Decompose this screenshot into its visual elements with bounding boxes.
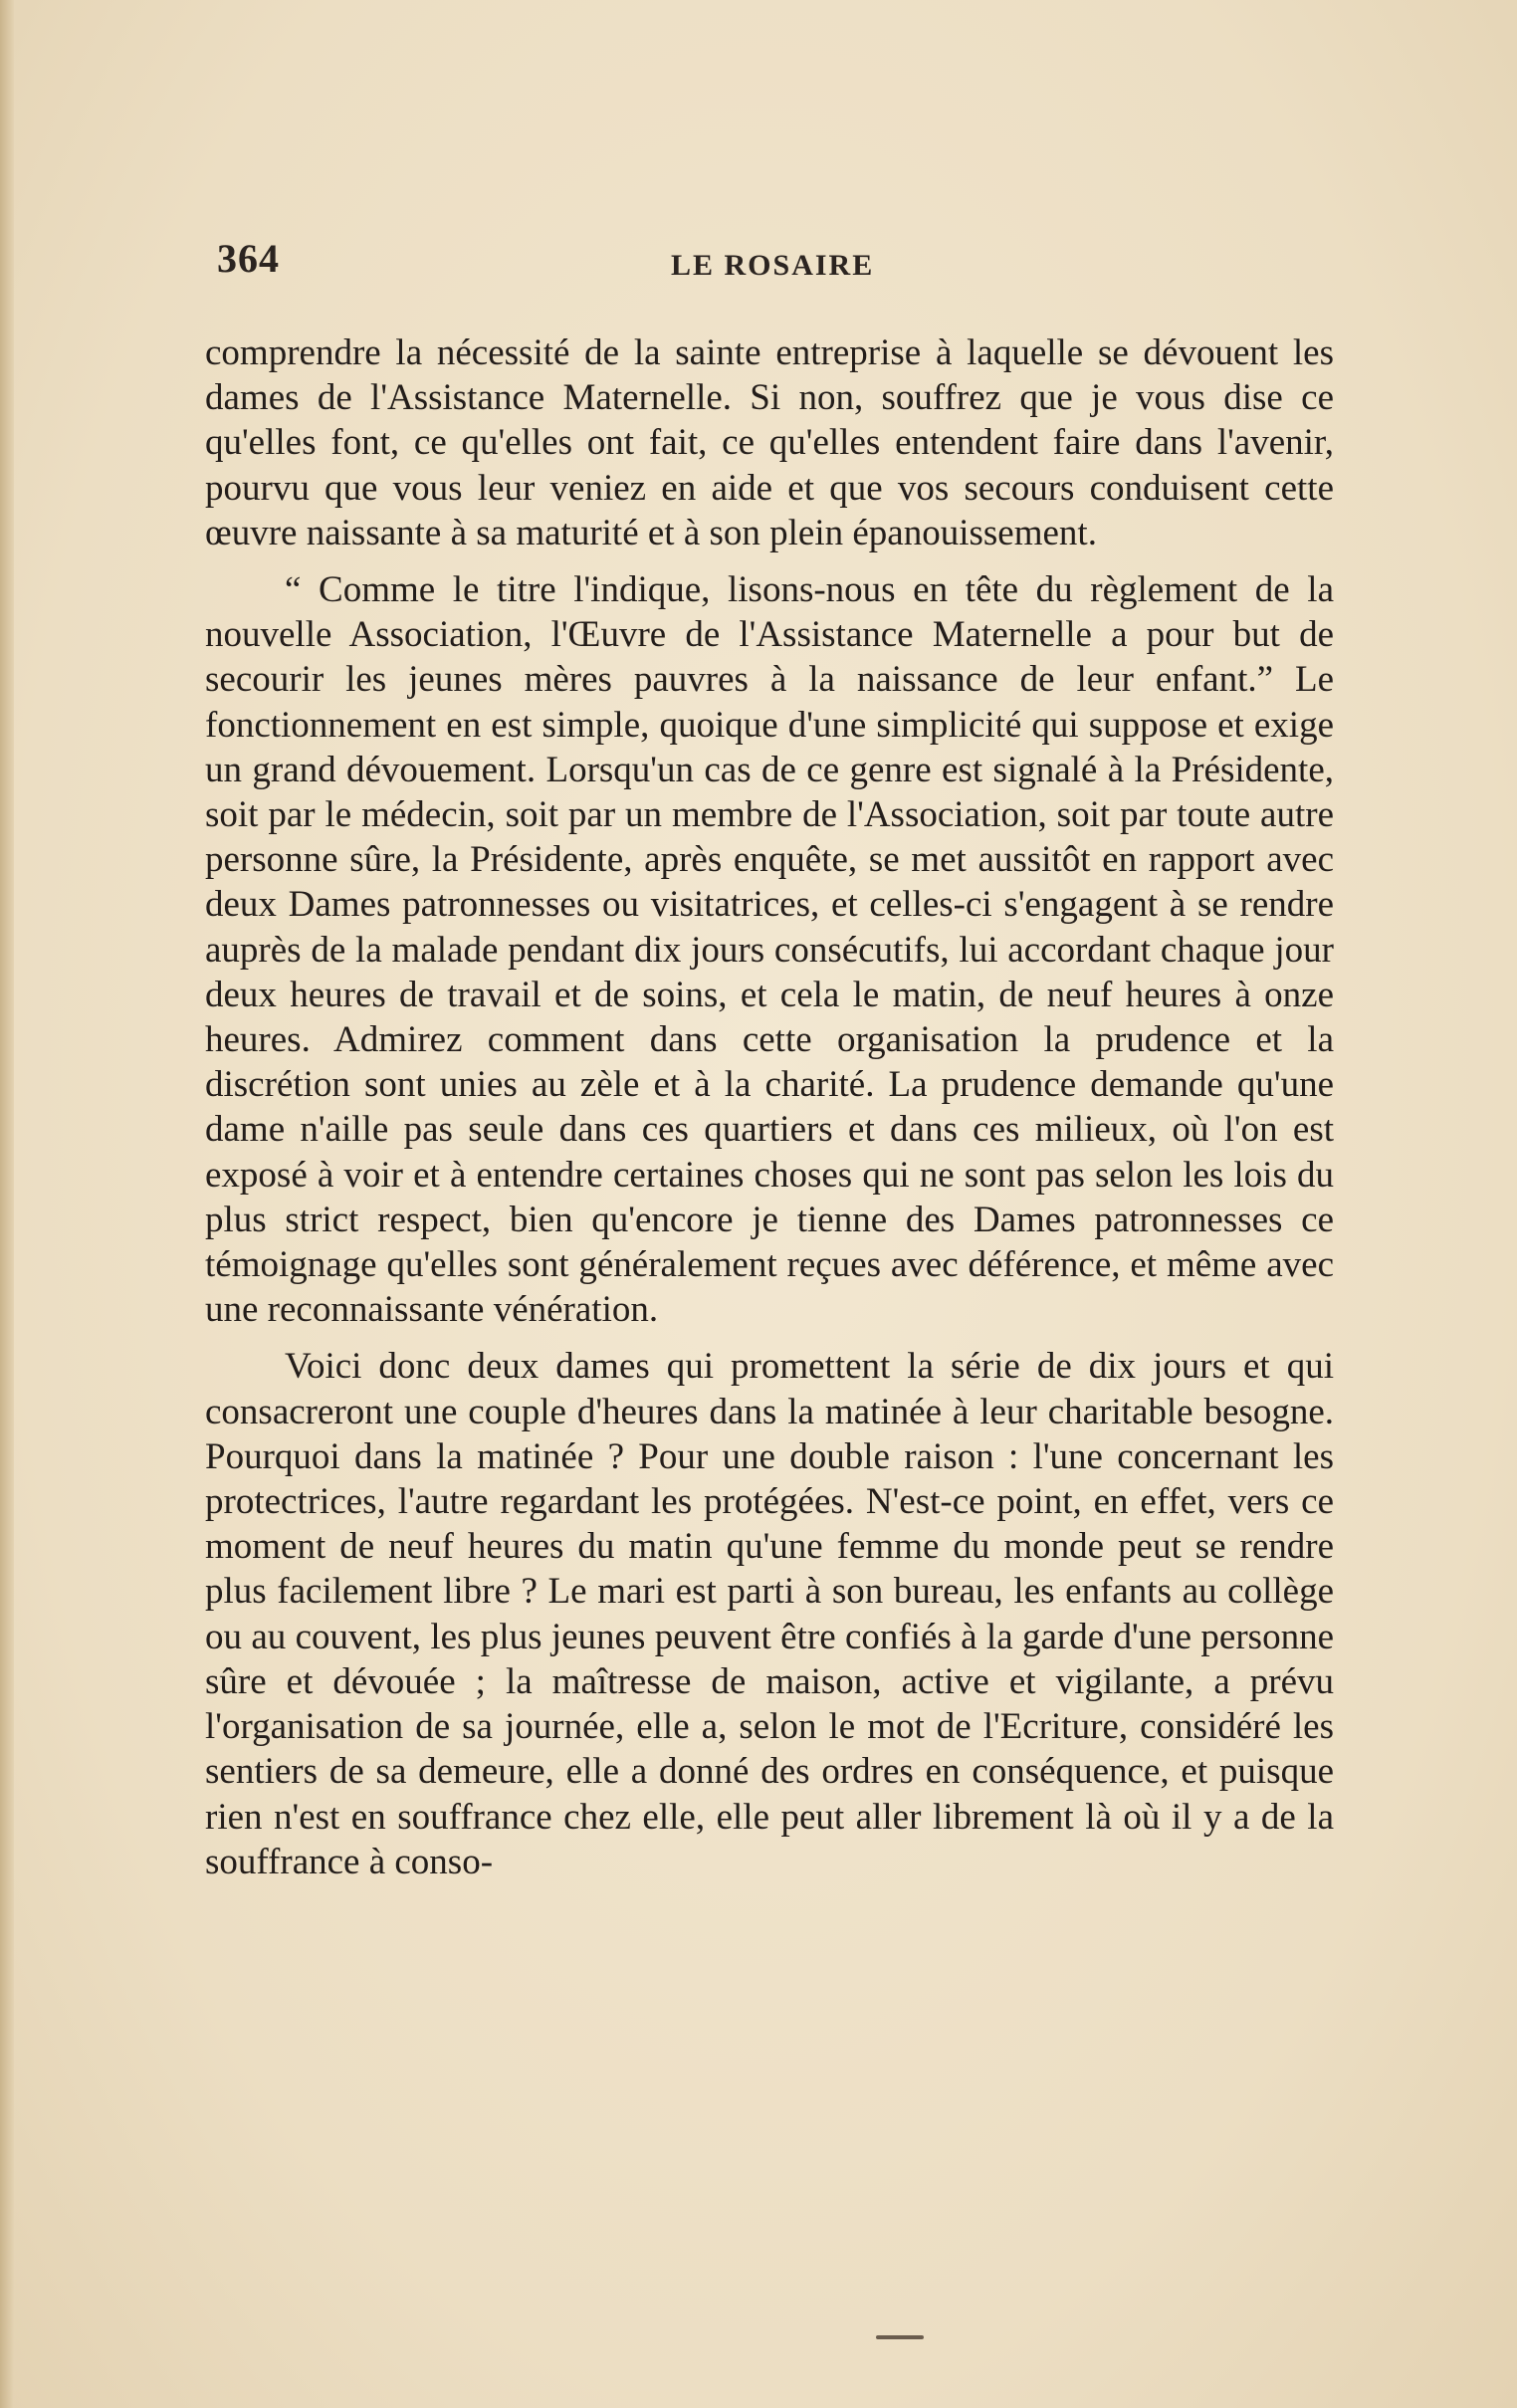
footer-ornament <box>876 2335 924 2339</box>
page-number: 364 <box>217 236 280 281</box>
running-title: LE ROSAIRE <box>671 249 875 282</box>
paragraph-continuation: comprendre la nécessité de la sainte entreprise à laquelle se dévouent les dames de l'Assistance Maternelle. Si non, souffrez que je vous dise ce qu'elles font, ce qu'elles ont fait, ce qu'elles entendent faire dans l'avenir, pourvu que vous leur veniez en aide et que vos secours conduisent cette œuvre naissante à sa maturité et à son plein épanouissement. <box>205 332 1334 553</box>
paragraph-regulation-quote: “ Comme le titre l'indique, lisons-nous en tête du règlement de la nouvelle Association, l'Œuvre de l'Assistance Maternelle a pour but de secourir les jeunes mères pauvres à la naissance de leur enfant.” Le fonctionnement en est simple, quoique d'une simplicité qui suppose et exige un grand dévouement. Lorsqu'un cas de ce genre est signalé à la Présidente, soit par le médecin, soit par un membre de l'Association, soit par toute autre personne sûre, la Présidente, après enquête, se met aussitôt en rapport avec deux Dames patronnesses ou visitatrices, et celles-ci s'engagent à se rendre auprès de la malade pendant dix jours consécutifs, lui accordant chaque jour deux heures de travail et de soins, et cela le matin, de neuf heures à onze heures. Admirez comment dans cette organisation la prudence et la discrétion sont unies au zèle et à la charité. La prudence demande qu'une dame n'aille pas seule dans ces quartiers et dans ces milieux, où l'on est exposé à voir et à entendre certaines choses qui ne sont pas selon les lois du plus strict respect, bien qu'encore je tienne des Dames patronnesses ce témoignage qu'elles sont généralement reçues avec déférence, et même avec une reconnaissante vénération. <box>205 569 1334 1331</box>
paragraph-two-ladies: Voici donc deux dames qui promettent la série de dix jours et qui consacreront une couple d'heures dans la matinée à leur charitable besogne. Pourquoi dans la matinée ? Pour une double raison : l'une concernant les protectrices, l'autre regardant les protégées. N'est-ce point, en effet, vers ce moment de neuf heures du matin qu'une femme du monde peut se rendre plus facilement libre ? Le mari est parti à son bureau, les enfants au collège ou au couvent, les plus jeunes peuvent être confiés à la garde d'une personne sûre et dévouée ; la maîtresse de maison, active et vigilante, a prévu l'organisation de sa journée, elle a, selon le mot de l'Ecriture, considéré les sentiers de sa demeure, elle a donné des ordres en conséquence, et puisque rien n'est en souffrance chez elle, elle peut aller librement là où il y a de la souffrance à conso- <box>205 1346 1334 1882</box>
page-binding-edge <box>0 0 14 2408</box>
page-body <box>205 330 1334 1884</box>
running-header <box>217 235 1332 305</box>
